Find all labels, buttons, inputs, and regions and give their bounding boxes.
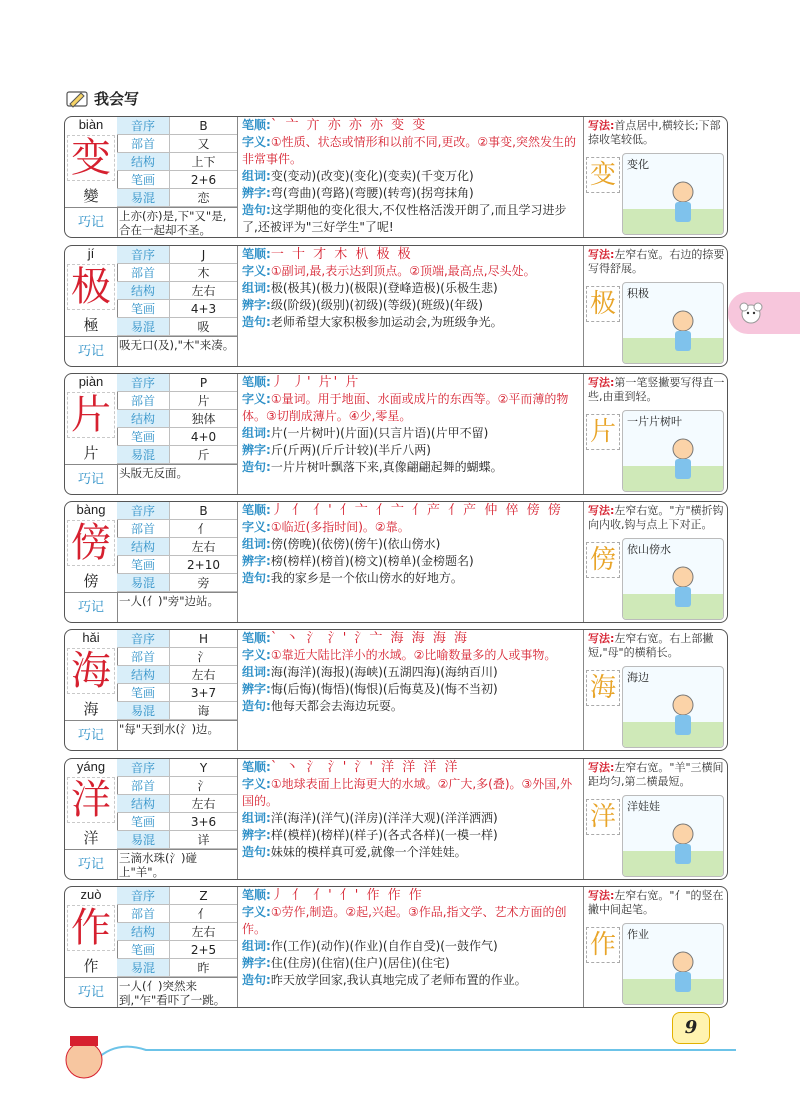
illustration: [622, 666, 724, 748]
stroke-order: 丿 亻 亻' 亻亠 亻亠 亻产 亻产 仲 倅 傍 傍: [270, 503, 563, 518]
char-card: [64, 886, 728, 1008]
char-details: [237, 502, 583, 622]
stroke-order: ` 亠 亣 亦 亦 亦 变 变: [270, 118, 428, 133]
char-card: [64, 373, 728, 495]
qiaoji-label: 巧记: [65, 977, 117, 1008]
qiaoji-label: 巧记: [65, 336, 117, 367]
zuci-label: 组词:: [242, 537, 271, 551]
char-column: [65, 117, 118, 237]
bishun-label: 笔顺:: [242, 118, 271, 132]
zuci-text: 片(一片树叶)(片面)(只言片语)(片甲不留): [270, 426, 489, 440]
ziyi-label: 字义:: [242, 777, 271, 791]
char-column: [65, 374, 118, 494]
char-card: [64, 116, 728, 238]
illustration: [622, 282, 724, 364]
bihua-label: 笔画: [117, 813, 170, 830]
char-column: [65, 887, 118, 1007]
bianzi-label: 辨字:: [242, 186, 271, 200]
ziyi-text: ①量词。用于地面、水面或成片的东西等。②平而薄的物体。③切削成薄片。④少,零星。: [242, 392, 569, 423]
char-info-table: [117, 246, 237, 336]
zaoju-text: 这学期他的变化很大,不仅性格活泼开朗了,而且学习进步了,还被评为"三好学生"了呢!: [242, 203, 567, 234]
zaoju-text: 老师希望大家积极参加运动会,为班级争光。: [270, 315, 503, 329]
bishun-label: 笔顺:: [242, 375, 271, 389]
char-info-table: [117, 630, 237, 720]
sample-character: 海: [586, 670, 620, 706]
qiaoji-label: 巧记: [65, 720, 117, 751]
page-number: 9: [672, 1012, 710, 1044]
bishun-label: 笔顺:: [242, 631, 271, 645]
bianzi-label: 辨字:: [242, 828, 271, 842]
qiaoji-label: 巧记: [65, 592, 117, 623]
stroke-order: ` 丶 氵 氵' 氵亠 海 海 海 海: [270, 631, 469, 646]
zaoju-text: 妹妹的模样真可爱,就像一个洋娃娃。: [270, 845, 467, 859]
main-character: 极: [67, 264, 115, 310]
yihun-label: 易混: [117, 446, 170, 463]
char-info-table: [117, 117, 237, 207]
bushou-value: 氵: [197, 779, 210, 793]
yihun-label: 易混: [117, 318, 170, 335]
yihun-label: 易混: [117, 959, 170, 976]
main-character: 片: [67, 392, 115, 438]
zuci-text: 海(海洋)(海报)(海峡)(五湖四海)(海纳百川): [270, 665, 498, 679]
zuci-text: 作(工作)(动作)(作业)(自作自受)(一鼓作气): [270, 939, 498, 953]
jiegou-value: 左右: [191, 668, 216, 682]
traditional-character: 變: [83, 187, 99, 205]
yihun-value: 旁: [197, 576, 210, 590]
bushou-value: 木: [197, 266, 210, 280]
traditional-character: 片: [83, 444, 99, 462]
char-info-table: [117, 502, 237, 592]
sample-character: 极: [586, 286, 620, 322]
stroke-order: 丿 丿' 片' 片: [270, 375, 361, 390]
zaoju-text: 一片片树叶飘落下来,真像翩翩起舞的蝴蝶。: [270, 460, 503, 474]
bihua-value: 4+3: [190, 302, 217, 316]
section-header: [66, 88, 139, 109]
yihun-label: 易混: [117, 831, 170, 848]
traditional-character: 作: [83, 957, 99, 975]
char-card: [64, 501, 728, 623]
char-column: [65, 502, 118, 622]
pencil-icon: [66, 90, 88, 108]
ziyi-label: 字义:: [242, 905, 271, 919]
illustration-caption: 一片片树叶: [627, 415, 682, 428]
ziyi-label: 字义:: [242, 648, 271, 662]
bihua-label: 笔画: [117, 941, 170, 958]
xiefa-label: 写法:: [588, 248, 615, 261]
char-details: [237, 246, 583, 366]
bianzi-text: 斤(斤两)(斤斤计较)(半斤八两): [270, 443, 431, 457]
jiegou-label: 结构: [117, 923, 170, 940]
illustration: [622, 410, 724, 492]
illustration: [622, 153, 724, 235]
jiegou-label: 结构: [117, 282, 170, 299]
bishun-label: 笔顺:: [242, 888, 271, 902]
qiaoji-text: "每"天到水(氵)边。: [117, 720, 237, 750]
bianzi-label: 辨字:: [242, 682, 271, 696]
zuci-label: 组词:: [242, 665, 271, 679]
bianzi-label: 辨字:: [242, 554, 271, 568]
zaoju-label: 造句:: [242, 460, 271, 474]
yinxu-value: B: [199, 119, 208, 133]
illustration-caption: 海边: [627, 671, 649, 684]
writing-tips: [583, 887, 728, 1007]
char-info-table: [117, 887, 237, 977]
side-tab: [728, 292, 800, 334]
qiaoji-label: 巧记: [65, 207, 117, 238]
qiaoji-text: 头版无反面。: [117, 464, 237, 494]
xiefa-text: 左窄右宽。"亻"的竖在撇中间起笔。: [588, 889, 724, 916]
xiefa-label: 写法:: [588, 376, 615, 389]
bushou-value: 片: [197, 394, 210, 408]
zuci-label: 组词:: [242, 939, 271, 953]
traditional-character: 傍: [83, 572, 99, 590]
bihua-label: 笔画: [117, 428, 170, 445]
bushou-label: 部首: [117, 905, 170, 922]
qiaoji-text: 一人(亻)突然来到,"乍"看吓了一跳。: [117, 977, 237, 1007]
bianzi-label: 辨字:: [242, 443, 271, 457]
yinxu-label: 音序: [117, 759, 170, 776]
char-details: [237, 117, 583, 237]
qiaoji-text: 三滴水珠(氵)碰上"羊"。: [117, 849, 237, 879]
zaoju-text: 我的家乡是一个依山傍水的好地方。: [270, 571, 463, 585]
bushou-value: 氵: [197, 650, 210, 664]
writing-tips: [583, 630, 728, 750]
bihua-label: 笔画: [117, 684, 170, 701]
footer-decoration: [56, 1030, 736, 1090]
zuci-label: 组词:: [242, 169, 271, 183]
pinyin: yáng: [76, 759, 106, 774]
yinxu-label: 音序: [117, 246, 170, 263]
bihua-value: 2+6: [190, 173, 217, 187]
bishun-label: 笔顺:: [242, 760, 271, 774]
bianzi-text: 弯(弯曲)(弯路)(弯腰)(转弯)(拐弯抹角): [270, 186, 474, 200]
xiefa-text: 左窄右宽。"羊"三横间距均匀,第二横最短。: [588, 761, 724, 788]
qiaoji-label: 巧记: [65, 849, 117, 880]
yinxu-label: 音序: [117, 502, 170, 519]
xiefa-label: 写法:: [588, 889, 615, 902]
bihua-value: 3+7: [190, 686, 217, 700]
jiegou-value: 左右: [191, 540, 216, 554]
traditional-character: 極: [83, 316, 99, 334]
ziyi-text: ①副词,最,表示达到顶点。②顶端,最高点,尽头处。: [270, 264, 536, 278]
ziyi-text: ①地球表面上比海更大的水域。②广大,多(叠)。③外国,外国的。: [242, 777, 573, 808]
yinxu-value: B: [199, 504, 208, 518]
ziyi-label: 字义:: [242, 264, 271, 278]
zuci-text: 傍(傍晚)(依傍)(傍午)(依山傍水): [270, 537, 441, 551]
illustration-caption: 作业: [627, 928, 649, 941]
illustration: [622, 795, 724, 877]
yihun-value: 恋: [197, 191, 210, 205]
bihua-value: 4+0: [190, 430, 217, 444]
yihun-label: 易混: [117, 702, 170, 719]
xiefa-label: 写法:: [588, 504, 615, 517]
bushou-label: 部首: [117, 135, 170, 152]
illustration: [622, 538, 724, 620]
zuci-text: 极(极其)(极力)(极限)(登峰造极)(乐极生悲): [270, 281, 498, 295]
bihua-label: 笔画: [117, 171, 170, 188]
zaoju-label: 造句:: [242, 315, 271, 329]
jiegou-label: 结构: [117, 538, 170, 555]
char-details: [237, 630, 583, 750]
char-column: [65, 630, 118, 750]
illustration-caption: 依山傍水: [627, 543, 671, 556]
bushou-label: 部首: [117, 392, 170, 409]
sample-character: 傍: [586, 542, 620, 578]
yinxu-label: 音序: [117, 630, 170, 647]
section-title: 我会写: [94, 90, 140, 108]
jiegou-value: 左右: [191, 925, 216, 939]
yihun-value: 诲: [197, 704, 210, 718]
bianzi-text: 悔(后悔)(悔悟)(悔恨)(后悔莫及)(悔不当初): [270, 682, 498, 696]
bushou-label: 部首: [117, 520, 170, 537]
char-details: [237, 374, 583, 494]
zaoju-label: 造句:: [242, 203, 271, 217]
zaoju-label: 造句:: [242, 699, 271, 713]
yinxu-label: 音序: [117, 887, 170, 904]
bishun-label: 笔顺:: [242, 503, 271, 517]
illustration-caption: 洋娃娃: [627, 800, 660, 813]
xiefa-text: 左窄右宽。右上部撇短,"母"的横稍长。: [588, 632, 714, 659]
ziyi-text: ①临近(多指时间)。②靠。: [270, 520, 410, 534]
pinyin: jí: [87, 246, 95, 261]
yinxu-value: Y: [199, 761, 208, 775]
yihun-value: 斤: [197, 448, 210, 462]
xiefa-label: 写法:: [588, 119, 615, 132]
char-details: [237, 759, 583, 879]
ziyi-text: ①性质、状态或情形和以前不同,更改。②事变,突然发生的非常事件。: [242, 135, 576, 166]
yinxu-label: 音序: [117, 374, 170, 391]
writing-tips: [583, 374, 728, 494]
illustration-caption: 积极: [627, 287, 649, 300]
writing-tips: [583, 502, 728, 622]
pinyin: biàn: [78, 117, 104, 132]
pinyin: hǎi: [82, 630, 100, 645]
bushou-value: 亻: [197, 907, 210, 921]
bianzi-text: 样(模样)(榜样)(样子)(各式各样)(一模一样): [270, 828, 498, 842]
yihun-value: 吸: [197, 320, 210, 334]
jiegou-label: 结构: [117, 410, 170, 427]
jiegou-value: 上下: [191, 155, 216, 169]
bihua-value: 2+10: [187, 558, 220, 572]
main-character: 作: [67, 905, 115, 951]
bianzi-text: 榜(榜样)(榜首)(榜文)(榜单)(金榜题名): [270, 554, 474, 568]
stroke-order: ` 丶 氵 氵' 氵' 洋 洋 洋 洋: [270, 760, 460, 775]
qiaoji-text: 一人(亻)"旁"边站。: [117, 592, 237, 622]
bushou-value: 又: [197, 137, 210, 151]
zuci-label: 组词:: [242, 811, 271, 825]
illustration-caption: 变化: [627, 158, 649, 171]
bihua-value: 2+5: [190, 943, 217, 957]
stroke-order: 丿 亻 亻' 亻' 作 作 作: [270, 888, 424, 903]
yinxu-value: H: [198, 632, 209, 646]
ziyi-text: ①劳作,制造。②起,兴起。③作品,指文学、艺术方面的创作。: [242, 905, 567, 936]
bushou-value: 亻: [197, 522, 210, 536]
sample-character: 片: [586, 414, 620, 450]
zaoju-label: 造句:: [242, 571, 271, 585]
zaoju-text: 他每天都会去海边玩耍。: [270, 699, 403, 713]
qiaoji-text: 上亦(亦)是,下"又"是,合在一起却不圣。: [117, 207, 237, 237]
char-details: [237, 887, 583, 1007]
bihua-value: 3+6: [190, 815, 217, 829]
bushou-label: 部首: [117, 648, 170, 665]
yinxu-value: P: [199, 376, 208, 390]
bihua-label: 笔画: [117, 556, 170, 573]
ziyi-label: 字义:: [242, 135, 271, 149]
char-info-table: [117, 374, 237, 464]
char-info-table: [117, 759, 237, 849]
qiaoji-text: 吸无口(及),"木"来凑。: [117, 336, 237, 366]
bihua-label: 笔画: [117, 300, 170, 317]
sample-character: 变: [586, 157, 620, 193]
xiefa-text: 左窄右宽。"方"横折钩向内收,钩与点上下对正。: [588, 504, 724, 531]
xiefa-text: 第一笔竖撇要写得直一些,由重到轻。: [588, 376, 725, 403]
writing-tips: [583, 117, 728, 237]
bushou-label: 部首: [117, 264, 170, 281]
char-card: [64, 629, 728, 751]
yihun-label: 易混: [117, 574, 170, 591]
zuci-label: 组词:: [242, 281, 271, 295]
ziyi-text: ①靠近大陆比洋小的水域。②比喻数量多的人或事物。: [270, 648, 557, 662]
zuci-label: 组词:: [242, 426, 271, 440]
traditional-character: 海: [83, 700, 99, 718]
xiefa-label: 写法:: [588, 761, 615, 774]
bishun-label: 笔顺:: [242, 247, 271, 261]
yinxu-value: Z: [199, 889, 208, 903]
illustration: [622, 923, 724, 1005]
jiegou-value: 左右: [191, 284, 216, 298]
ziyi-label: 字义:: [242, 392, 271, 406]
jiegou-label: 结构: [117, 795, 170, 812]
bianzi-text: 级(阶级)(级别)(初级)(等级)(班级)(年级): [270, 298, 483, 312]
main-character: 洋: [67, 777, 115, 823]
sample-character: 作: [586, 927, 620, 963]
yihun-value: 昨: [197, 961, 210, 975]
qiaoji-label: 巧记: [65, 464, 117, 495]
yihun-value: 详: [197, 833, 210, 847]
traditional-character: 洋: [83, 829, 99, 847]
bianzi-label: 辨字:: [242, 298, 271, 312]
bianzi-text: 住(住房)(住宿)(住户)(居住)(住宅): [270, 956, 450, 970]
char-card: [64, 245, 728, 367]
main-character: 变: [67, 135, 115, 181]
yihun-label: 易混: [117, 189, 170, 206]
bianzi-label: 辨字:: [242, 956, 271, 970]
writing-tips: [583, 246, 728, 366]
char-card: [64, 758, 728, 880]
yinxu-value: J: [201, 248, 206, 262]
pinyin: zuò: [80, 887, 102, 902]
jiegou-value: 左右: [191, 797, 216, 811]
pinyin: bàng: [76, 502, 106, 517]
writing-tips: [583, 759, 728, 879]
xiefa-text: 首点居中,横较长;下部捺收笔较低。: [588, 119, 721, 146]
zuci-text: 洋(海洋)(洋气)(洋房)(洋洋大观)(洋洋洒洒): [270, 811, 498, 825]
ziyi-label: 字义:: [242, 520, 271, 534]
char-column: [65, 759, 118, 879]
char-column: [65, 246, 118, 366]
pinyin: piàn: [78, 374, 104, 389]
zaoju-text: 昨天放学回家,我认真地完成了老师布置的作业。: [270, 973, 527, 987]
jiegou-label: 结构: [117, 666, 170, 683]
jiegou-value: 独体: [191, 412, 216, 426]
zuci-text: 变(变动)(改变)(变化)(变卖)(千变万化): [270, 169, 474, 183]
xiefa-text: 左窄右宽。右边的捺要写得舒展。: [588, 248, 725, 275]
zaoju-label: 造句:: [242, 973, 271, 987]
zaoju-label: 造句:: [242, 845, 271, 859]
sample-character: 洋: [586, 799, 620, 835]
yinxu-label: 音序: [117, 117, 170, 134]
mouse-icon: [736, 298, 766, 328]
main-character: 海: [67, 648, 115, 694]
xiefa-label: 写法:: [588, 632, 615, 645]
jiegou-label: 结构: [117, 153, 170, 170]
main-character: 傍: [67, 520, 115, 566]
bushou-label: 部首: [117, 777, 170, 794]
stroke-order: 一 十 才 木 朳 极 极: [270, 247, 413, 262]
